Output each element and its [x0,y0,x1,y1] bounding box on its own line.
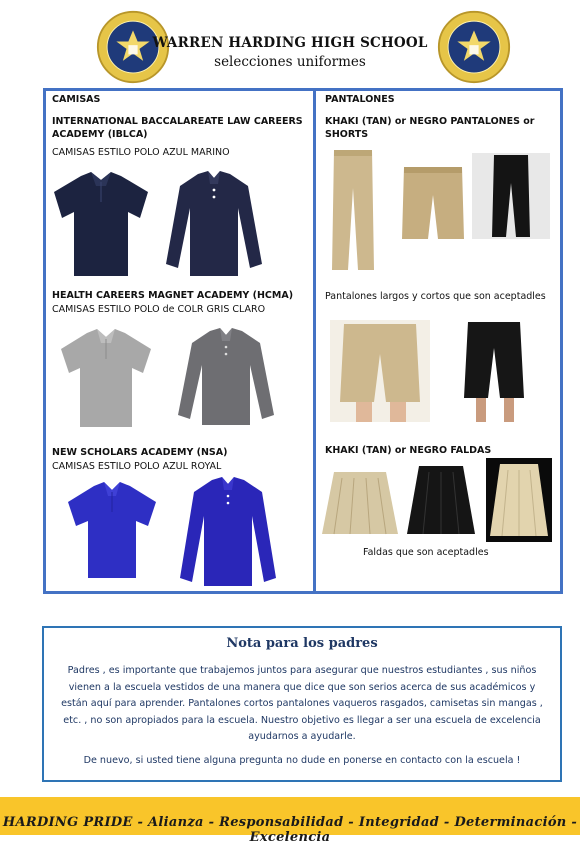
academy-name: HEALTH CAREERS MAGNET ACADEMY (HCMA) [52,290,294,301]
khaki-pleated-skirt-image [320,470,400,536]
parent-note-title: Nota para los padres [226,636,378,651]
black-pants-image [472,153,550,239]
royal-blue-longsleeve-polo-image [178,474,278,590]
shirt-style: CAMISAS ESTILO POLO AZUL ROYAL [52,461,222,472]
pants-caption: Pantalones largos y cortos que son aceptadles [325,291,546,302]
page-subtitle: selecciones uniformes [214,54,366,70]
skirts-caption: Faldas que son aceptadles [363,547,489,558]
gray-longsleeve-polo-image [174,325,278,429]
black-long-shorts-image [462,318,526,424]
school-seal-icon [437,10,511,84]
parent-note-footer: De nuevo, si usted tiene alguna pregunta no dude en ponerse en contacto con la escuela ! [83,755,521,766]
school-title: WARREN HARDING HIGH SCHOOL [152,35,428,51]
royal-blue-polo-shirt-image [64,478,160,582]
navy-longsleeve-polo-image [162,168,266,280]
pants-heading: PANTALONES [325,94,395,105]
shirt-style: CAMISAS ESTILO POLO AZUL MARINO [52,147,230,158]
parent-note-body: Padres , es importante que trabajemos juntos para asegurar que nuestros estudiantes , sus niños vienen a la escuela vestidos de una manera que dice que son serios acerca de sus académicos y están aquí para aprender. Pantalones cortos pantalones vaqueros rasgados, camisetas sin mangas , etc. , no son apropiados para la escuela. Nuestro objetivo es llegar a ser una escuela de excelencia ayudarnos a ayudarle. [61,665,543,742]
gray-polo-shirt-image [55,325,157,431]
skirts-heading: KHAKI (TAN) or NEGRO FALDAS [325,445,492,456]
khaki-long-pants-image [330,148,376,274]
footer-motto: HARDING PRIDE - Alianza - Responsabilidad - Integridad - Determinación - Excelencia [2,815,578,845]
khaki-box-pleat-skirt-image [486,458,552,542]
khaki-pants-heading: KHAKI (TAN) or NEGRO PANTALONES or SHORTS [325,116,535,140]
khaki-cargo-shorts-image [330,320,430,422]
academy-name: NEW SCHOLARS ACADEMY (NSA) [52,447,228,458]
navy-polo-shirt-image [48,168,154,280]
shirts-heading: CAMISAS [52,94,101,105]
black-pleated-skirt-image [405,464,477,536]
shirt-style: CAMISAS ESTILO POLO de COLR GRIS CLARO [52,304,266,315]
khaki-shorts-image [400,165,466,243]
column-divider [313,88,316,594]
page-header [0,0,580,85]
academy-name: INTERNATIONAL BACCALAREATE LAW CAREERS ACADEMY (IBLCA) [52,116,303,140]
